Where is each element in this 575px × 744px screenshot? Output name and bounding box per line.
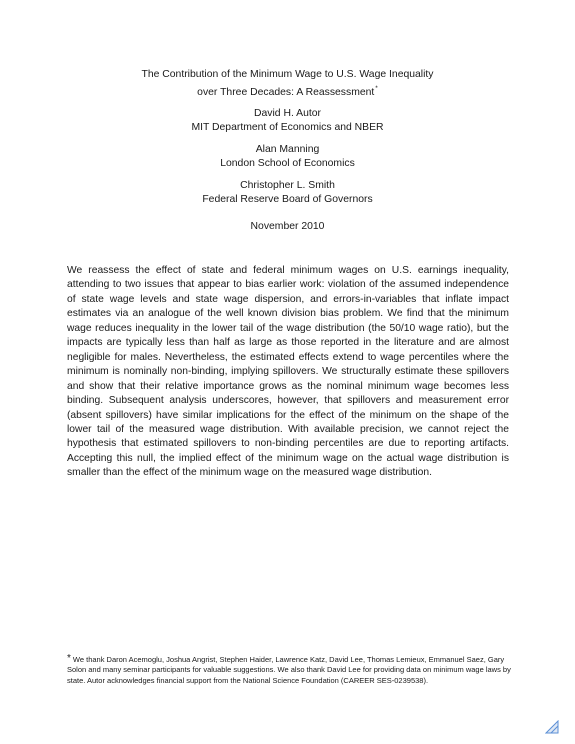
author-affiliation: London School of Economics [220,158,355,169]
paper-title [60,68,515,99]
title-line-2 [60,82,515,100]
footnote-text: We thank Daron Acemoglu, Joshua Angrist, Stephen Haider, Lawrence Katz, David Lee, Thomas Lemieux, Emmanuel Saez, Gary Solon and many seminar participants for valuable suggestions. We also thank David Lee for providing data on minimum wage laws by state. Autor acknowledges financial support from the National Science Foundation (CAREER SES-0239538). [67,655,511,685]
author-name: Christopher L. Smith [240,180,335,191]
author-name: Alan Manning [255,144,320,155]
abstract-paragraph: We reassess the effect of state and federal minimum wages on U.S. earnings inequality, attending to two issues that appear to bias earlier work: violation of the assumed independence of state wage levels and state wage dispersion, and errors-in-variables that inflate impact estimates via an analogue of the well known division bias problem. We find that the minimum wage reduces inequality in the lower tail of the wage distribution (the 50/10 wage ratio), but the impacts are typically less than half as large as those reported in the literature and are almost negligible for males. Nevertheless, the estimated effects extend to wage percentiles where the minimum is nominally non-binding, implying spillovers. We structurally estimate these spillovers and show that their relative importance grows as the nominal minimum wage becomes less binding. Subsequent analysis underscores, however, that spillovers and measurement error (absent spillovers) have similar implications for the effect of the minimum on the shape of the lower tail of the measured wage distribution. With available precision, we cannot reject the hypothesis that estimated spillovers to non-binding percentiles are due to reporting artifacts. Accepting this null, the implied effect of the minimum wage on the actual wage distribution is smaller than the effect of the minimum wage on the measured wage distribution. [67,265,509,479]
author-3 [60,179,515,207]
author-2 [60,143,515,171]
author-name: David H. Autor [254,108,321,119]
title-line-1: The Contribution of the Minimum Wage to U.S. Wage Inequality [141,69,434,80]
page-curl-icon[interactable] [545,720,559,734]
title-line-2-text: over Three Decades: A Reassessment [197,86,375,98]
paper-date: November 2010 [250,221,325,232]
footnote-marker: * [67,653,71,664]
acknowledgement-footnote [67,654,511,686]
author-affiliation: MIT Department of Economics and NBER [191,122,384,133]
author-1 [60,107,515,135]
author-affiliation: Federal Reserve Board of Governors [202,194,373,205]
title-footnote-mark: * [375,84,378,92]
